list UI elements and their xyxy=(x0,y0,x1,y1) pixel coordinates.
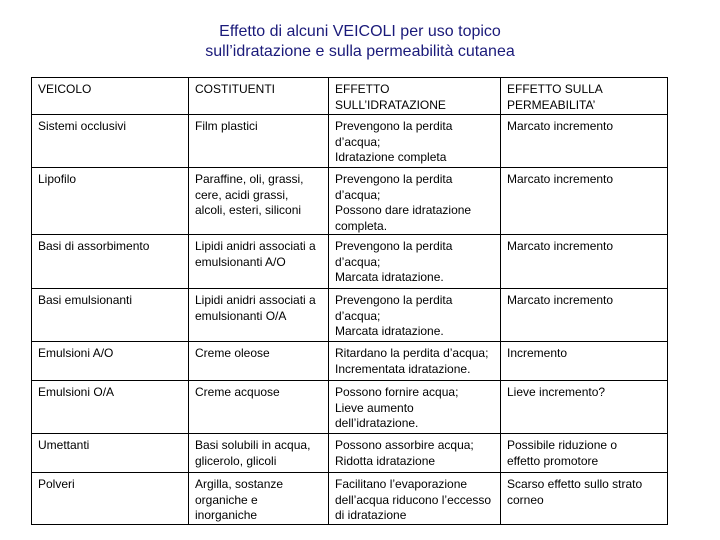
cell-effetto-idratazione: Facilitano l’evaporazione dell’acqua riducono l’eccesso di idratazione xyxy=(329,473,501,525)
header-cell-effetto-idratazione: EFFETTO SULL’IDRATAZIONE xyxy=(329,78,501,115)
table-row xyxy=(32,235,668,289)
cell-effetto-idratazione: Prevengono la perdita d’acqua; Marcata idratazione. xyxy=(329,235,501,289)
cell-effetto-permeabilita: Marcato incremento xyxy=(501,168,668,235)
cell-costituenti: Paraffine, oli, grassi, cere, acidi grassi, alcoli, esteri, siliconi xyxy=(189,168,329,235)
header-cell-effetto-permeabilita: EFFETTO SULLA PERMEABILITA’ xyxy=(501,78,668,115)
cell-effetto-idratazione: Possono fornire acqua; Lieve aumento dell’idratazione. xyxy=(329,381,501,434)
table-row xyxy=(32,342,668,381)
cell-veicolo: Emulsioni A/O xyxy=(32,342,189,381)
cell-effetto-idratazione: Ritardano la perdita d’acqua; Incrementata idratazione. xyxy=(329,342,501,381)
table-row xyxy=(32,168,668,235)
cell-effetto-permeabilita: Incremento xyxy=(501,342,668,381)
header-cell-costituenti: COSTITUENTI xyxy=(189,78,329,115)
cell-effetto-permeabilita: Lieve incremento? xyxy=(501,381,668,434)
cell-costituenti: Creme oleose xyxy=(189,342,329,381)
cell-veicolo: Basi emulsionanti xyxy=(32,289,189,342)
cell-effetto-permeabilita: Scarso effetto sullo strato corneo xyxy=(501,473,668,525)
table-row xyxy=(32,381,668,434)
cell-effetto-idratazione: Prevengono la perdita d’acqua; Possono dare idratazione completa. xyxy=(329,168,501,235)
cell-costituenti: Basi solubili in acqua, glicerolo, glicoli xyxy=(189,434,329,473)
page-title xyxy=(0,22,720,62)
cell-costituenti: Film plastici xyxy=(189,115,329,168)
cell-veicolo: Umettanti xyxy=(32,434,189,473)
cell-veicolo: Lipofilo xyxy=(32,168,189,235)
table-row xyxy=(32,434,668,473)
cell-costituenti: Lipidi anidri associati a emulsionanti O/A xyxy=(189,289,329,342)
cell-effetto-idratazione: Possono assorbire acqua; Ridotta idratazione xyxy=(329,434,501,473)
cell-veicolo: Polveri xyxy=(32,473,189,525)
cell-veicolo: Basi di assorbimento xyxy=(32,235,189,289)
cell-effetto-permeabilita: Marcato incremento xyxy=(501,235,668,289)
title-line-2: sull’idratazione e sulla permeabilità cutanea xyxy=(205,43,515,60)
table-header-row xyxy=(32,78,668,115)
cell-veicolo: Emulsioni O/A xyxy=(32,381,189,434)
table-row xyxy=(32,289,668,342)
vehicles-table xyxy=(31,77,668,525)
cell-costituenti: Lipidi anidri associati a emulsionanti A/O xyxy=(189,235,329,289)
table-row xyxy=(32,115,668,168)
cell-effetto-permeabilita: Marcato incremento xyxy=(501,289,668,342)
header-cell-veicolo: VEICOLO xyxy=(32,78,189,115)
title-line-1: Effetto di alcuni VEICOLI per uso topico xyxy=(219,23,501,40)
cell-costituenti: Argilla, sostanze organiche e inorganiche xyxy=(189,473,329,525)
cell-costituenti: Creme acquose xyxy=(189,381,329,434)
cell-effetto-permeabilita: Marcato incremento xyxy=(501,115,668,168)
cell-effetto-permeabilita: Possibile riduzione o effetto promotore xyxy=(501,434,668,473)
cell-effetto-idratazione: Prevengono la perdita d’acqua; Marcata idratazione. xyxy=(329,289,501,342)
table-row xyxy=(32,473,668,525)
cell-effetto-idratazione: Prevengono la perdita d’acqua; Idratazione completa xyxy=(329,115,501,168)
cell-veicolo: Sistemi occlusivi xyxy=(32,115,189,168)
